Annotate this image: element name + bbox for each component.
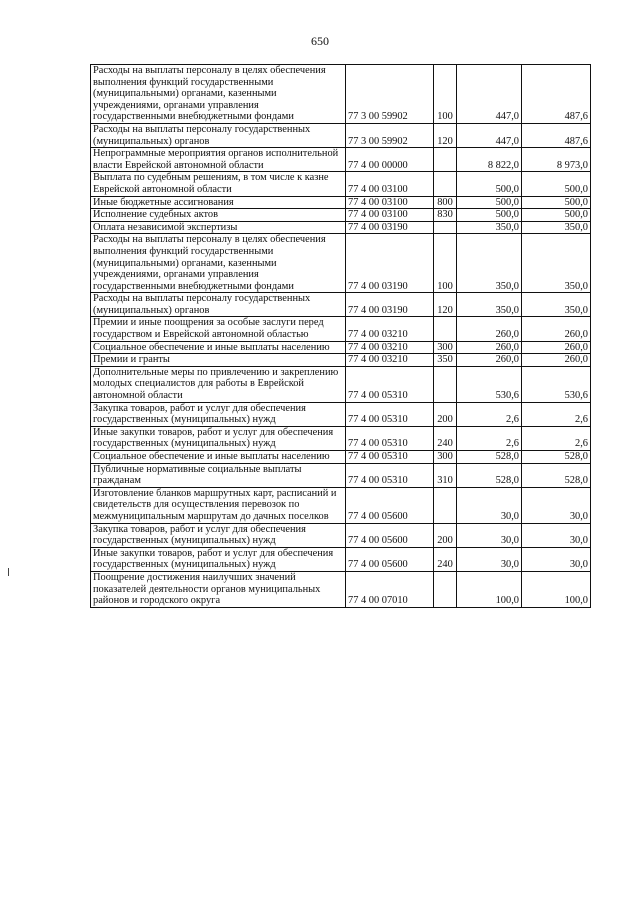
row-amount-1: 500,0 bbox=[457, 209, 522, 222]
page-number: 650 bbox=[311, 34, 329, 48]
row-amount-1: 260,0 bbox=[457, 341, 522, 354]
row-amount-1: 260,0 bbox=[457, 354, 522, 367]
row-code: 77 4 00 03100 bbox=[346, 209, 434, 222]
row-amount-2: 530,6 bbox=[522, 366, 591, 402]
budget-table-body bbox=[91, 65, 591, 608]
row-code: 77 4 00 03210 bbox=[346, 354, 434, 367]
table-row bbox=[91, 426, 591, 450]
row-amount-1: 8 822,0 bbox=[457, 148, 522, 172]
row-amount-2: 487,6 bbox=[522, 65, 591, 124]
row-amount-2: 500,0 bbox=[522, 196, 591, 209]
row-expense-type bbox=[434, 148, 457, 172]
row-code: 77 4 00 05600 bbox=[346, 523, 434, 547]
row-amount-2: 8 973,0 bbox=[522, 148, 591, 172]
row-name: Выплата по судебным решениям, в том числе к казне Еврейской автономной области bbox=[91, 172, 346, 196]
row-name: Расходы на выплаты персоналу в целях обеспечения выполнения функций государственными (муниципальными) органами, казенными учреждениями, органами управления государственными внебюджетными фондами bbox=[91, 234, 346, 293]
table-row bbox=[91, 65, 591, 124]
row-code: 77 4 00 05600 bbox=[346, 547, 434, 571]
row-name: Исполнение судебных актов bbox=[91, 209, 346, 222]
row-amount-2: 260,0 bbox=[522, 354, 591, 367]
row-name: Расходы на выплаты персоналу государственных (муниципальных) органов bbox=[91, 123, 346, 147]
row-name: Иные закупки товаров, работ и услуг для обеспечения государственных (муниципальных) нужд bbox=[91, 547, 346, 571]
row-amount-1: 350,0 bbox=[457, 293, 522, 317]
row-expense-type bbox=[434, 571, 457, 607]
row-expense-type bbox=[434, 221, 457, 234]
row-amount-2: 260,0 bbox=[522, 317, 591, 341]
row-amount-1: 30,0 bbox=[457, 547, 522, 571]
row-expense-type: 830 bbox=[434, 209, 457, 222]
row-amount-1: 2,6 bbox=[457, 402, 522, 426]
table-row bbox=[91, 463, 591, 487]
row-name: Расходы на выплаты персоналу в целях обеспечения выполнения функций государственными (муниципальными) органами, казенными учреждениями, органами управления государственными внебюджетными фондами bbox=[91, 65, 346, 124]
table-row bbox=[91, 196, 591, 209]
row-amount-1: 447,0 bbox=[457, 65, 522, 124]
row-amount-2: 350,0 bbox=[522, 293, 591, 317]
row-amount-1: 100,0 bbox=[457, 571, 522, 607]
row-code: 77 3 00 59902 bbox=[346, 123, 434, 147]
row-name: Поощрение достижения наилучших значений показателей деятельности органов муниципальных районов и городского округа bbox=[91, 571, 346, 607]
row-name: Оплата независимой экспертизы bbox=[91, 221, 346, 234]
row-expense-type: 200 bbox=[434, 523, 457, 547]
row-name: Закупка товаров, работ и услуг для обеспечения государственных (муниципальных) нужд bbox=[91, 402, 346, 426]
row-code: 77 4 00 05310 bbox=[346, 426, 434, 450]
row-expense-type bbox=[434, 172, 457, 196]
row-code: 77 4 00 05310 bbox=[346, 366, 434, 402]
row-expense-type: 310 bbox=[434, 463, 457, 487]
row-expense-type: 350 bbox=[434, 354, 457, 367]
budget-table bbox=[90, 64, 591, 608]
row-code: 77 4 00 03190 bbox=[346, 221, 434, 234]
row-amount-2: 528,0 bbox=[522, 451, 591, 464]
row-name: Непрограммные мероприятия органов исполнительной власти Еврейской автономной области bbox=[91, 148, 346, 172]
row-expense-type: 240 bbox=[434, 426, 457, 450]
row-expense-type: 800 bbox=[434, 196, 457, 209]
row-expense-type bbox=[434, 487, 457, 523]
row-amount-2: 528,0 bbox=[522, 463, 591, 487]
row-code: 77 3 00 59902 bbox=[346, 65, 434, 124]
row-code: 77 4 00 03210 bbox=[346, 341, 434, 354]
row-amount-1: 530,6 bbox=[457, 366, 522, 402]
row-code: 77 4 00 05310 bbox=[346, 402, 434, 426]
row-name: Премии и гранты bbox=[91, 354, 346, 367]
row-name: Публичные нормативные социальные выплаты гражданам bbox=[91, 463, 346, 487]
row-code: 77 4 00 03100 bbox=[346, 196, 434, 209]
table-row bbox=[91, 402, 591, 426]
row-name: Премии и иные поощрения за особые заслуги перед государством и Еврейской автономной областью bbox=[91, 317, 346, 341]
row-name: Иные бюджетные ассигнования bbox=[91, 196, 346, 209]
row-amount-2: 100,0 bbox=[522, 571, 591, 607]
row-code: 77 4 00 05310 bbox=[346, 451, 434, 464]
row-amount-1: 350,0 bbox=[457, 234, 522, 293]
row-name: Иные закупки товаров, работ и услуг для обеспечения государственных (муниципальных) нужд bbox=[91, 426, 346, 450]
row-amount-1: 447,0 bbox=[457, 123, 522, 147]
row-expense-type bbox=[434, 366, 457, 402]
row-code: 77 4 00 03210 bbox=[346, 317, 434, 341]
row-code: 77 4 00 00000 bbox=[346, 148, 434, 172]
row-amount-2: 260,0 bbox=[522, 341, 591, 354]
row-amount-2: 30,0 bbox=[522, 523, 591, 547]
row-name: Закупка товаров, работ и услуг для обеспечения государственных (муниципальных) нужд bbox=[91, 523, 346, 547]
scan-mark bbox=[8, 568, 9, 576]
table-row bbox=[91, 571, 591, 607]
row-code: 77 4 00 05310 bbox=[346, 463, 434, 487]
table-row bbox=[91, 148, 591, 172]
row-expense-type: 300 bbox=[434, 341, 457, 354]
row-amount-2: 350,0 bbox=[522, 221, 591, 234]
row-amount-1: 500,0 bbox=[457, 172, 522, 196]
row-amount-1: 528,0 bbox=[457, 463, 522, 487]
row-amount-1: 30,0 bbox=[457, 487, 522, 523]
table-row bbox=[91, 523, 591, 547]
row-amount-2: 500,0 bbox=[522, 209, 591, 222]
row-amount-2: 350,0 bbox=[522, 234, 591, 293]
row-amount-1: 500,0 bbox=[457, 196, 522, 209]
row-amount-1: 350,0 bbox=[457, 221, 522, 234]
row-amount-2: 500,0 bbox=[522, 172, 591, 196]
row-code: 77 4 00 03190 bbox=[346, 293, 434, 317]
row-name: Социальное обеспечение и иные выплаты населению bbox=[91, 341, 346, 354]
table-row bbox=[91, 123, 591, 147]
row-amount-1: 30,0 bbox=[457, 523, 522, 547]
row-name: Изготовление бланков маршрутных карт, расписаний и свидетельств для осуществления перевозок по межмуниципальным маршрутам до дачных поселков bbox=[91, 487, 346, 523]
row-expense-type: 100 bbox=[434, 65, 457, 124]
row-amount-2: 30,0 bbox=[522, 547, 591, 571]
table-row bbox=[91, 172, 591, 196]
row-expense-type: 300 bbox=[434, 451, 457, 464]
row-amount-1: 528,0 bbox=[457, 451, 522, 464]
table-row bbox=[91, 451, 591, 464]
table-row bbox=[91, 221, 591, 234]
row-amount-1: 2,6 bbox=[457, 426, 522, 450]
row-expense-type bbox=[434, 317, 457, 341]
row-name: Дополнительные меры по привлечению и закреплению молодых специалистов для работы в Еврейской автономной области bbox=[91, 366, 346, 402]
row-expense-type: 120 bbox=[434, 123, 457, 147]
table-row bbox=[91, 366, 591, 402]
table-row bbox=[91, 487, 591, 523]
row-name: Социальное обеспечение и иные выплаты населению bbox=[91, 451, 346, 464]
row-amount-2: 2,6 bbox=[522, 426, 591, 450]
table-row bbox=[91, 547, 591, 571]
row-amount-2: 2,6 bbox=[522, 402, 591, 426]
row-amount-2: 30,0 bbox=[522, 487, 591, 523]
row-expense-type: 240 bbox=[434, 547, 457, 571]
row-amount-1: 260,0 bbox=[457, 317, 522, 341]
row-code: 77 4 00 03190 bbox=[346, 234, 434, 293]
row-expense-type: 120 bbox=[434, 293, 457, 317]
table-row bbox=[91, 341, 591, 354]
row-expense-type: 100 bbox=[434, 234, 457, 293]
table-row bbox=[91, 317, 591, 341]
row-code: 77 4 00 03100 bbox=[346, 172, 434, 196]
row-code: 77 4 00 05600 bbox=[346, 487, 434, 523]
table-row bbox=[91, 293, 591, 317]
table-row bbox=[91, 354, 591, 367]
row-code: 77 4 00 07010 bbox=[346, 571, 434, 607]
row-expense-type: 200 bbox=[434, 402, 457, 426]
row-name: Расходы на выплаты персоналу государственных (муниципальных) органов bbox=[91, 293, 346, 317]
table-row bbox=[91, 209, 591, 222]
table-row bbox=[91, 234, 591, 293]
row-amount-2: 487,6 bbox=[522, 123, 591, 147]
